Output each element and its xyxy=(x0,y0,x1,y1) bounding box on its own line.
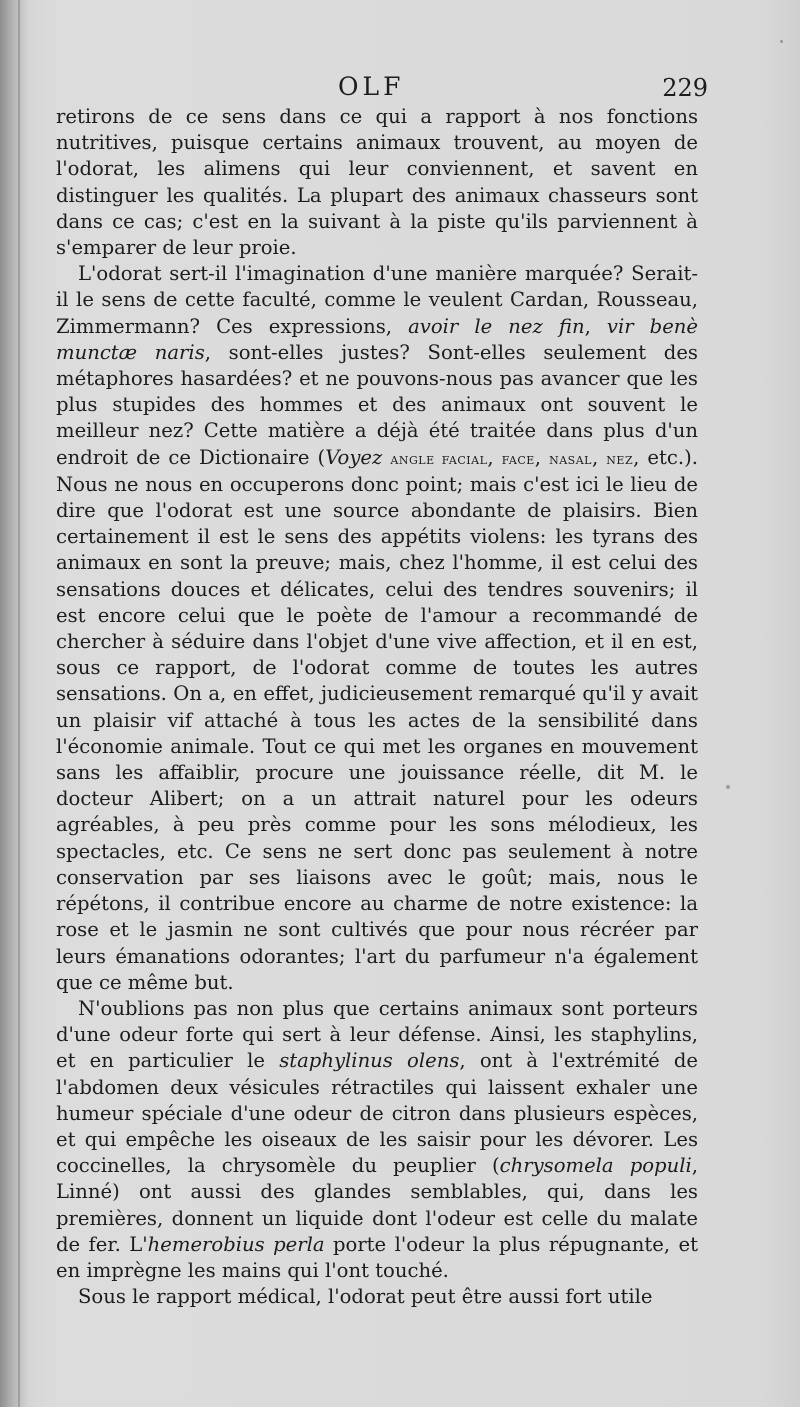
small-caps-text: face xyxy=(501,449,535,468)
small-caps-text: nez xyxy=(606,449,634,468)
text-run: , xyxy=(534,445,550,469)
binding-gutter xyxy=(18,0,20,1407)
text-run: retirons de ce sens dans ce qui a rapport à nos fonctions nutritives, puisque certains animaux trouvent, au moyen de l'odorat, les alimens qui leur conviennent, et savent en distinguer les qualités. La plupart des animaux chasseurs sont dans ce cas; c'est en la suivant à la piste qu'ils parviennent à s'emparer de leur proie. xyxy=(56,105,698,260)
ink-speck xyxy=(780,40,783,43)
text-run: , sont-elles justes? Sont-elles seulement des métaphores hasardées? et ne pouvons-nous pas avancer que les plus stupides des hommes et des animaux ont souvent le meilleur nez? Cette matière a déjà été traitée dans plus d'un endroit de ce Dictionaire ( xyxy=(56,340,698,469)
running-head xyxy=(0,72,800,106)
text-run: N'oublions pas non plus que certains animaux sont porteurs d'une odeur forte qui sert à leur défense. Ainsi, les staphylins, et en particulier le xyxy=(56,996,698,1073)
running-head-word: OLF xyxy=(338,72,405,101)
italic-text: staphylinus olens xyxy=(279,1049,460,1073)
small-caps-text: angle facial xyxy=(390,449,488,468)
paragraph xyxy=(56,261,698,996)
text-run: , etc.). Nous ne nous en occuperons donc point; mais c'est ici le lieu de dire que l'odorat est une source abondante de plaisirs. Bien certainement il est le sens des appétits violens: les tyrans des animaux en sont la preuve; mais, chez l'homme, il est celui des sensations douces et délicates, celui des tendres souvenirs; il est encore celui que le poète de l'amour a recommandé de chercher à séduire dans l'objet d'une vive affection, et il en est, sous ce rapport, de l'odorat comme de toutes les autres sensations. On a, en effet, judicieusement remarqué qu'il y avait un plaisir vif attaché à tous les actes de la sensibilité dans l'économie animale. Tout ce qui met les organes en mouvement sans les affaiblir, procure une jouissance réelle, dit M. le docteur Alibert; on a un attrait naturel pour les odeurs agréables, à peu près comme pour les sons mélodieux, les spectacles, etc. Ce sens ne sert donc pas seulement à notre conservation par ses liaisons avec le goût; mais, nous le répétons, il contribue encore au charme de notre existence: la rose et le jasmin ne sont cultivés que pour nous récréer par leurs émanations odorantes; l'art du parfumeur n'a également que ce même but. xyxy=(56,445,698,994)
text-run: L'odorat sert-il l'imagination d'une manière marquée? Serait-il le sens de cette faculté, comme le veulent Cardan, Rousseau, Zimmermann? Ces expressions, xyxy=(56,262,698,338)
text-run: Sous le rapport médical, l'odorat peut être aussi fort utile xyxy=(78,1285,653,1309)
text-run: porte l'odeur la plus répugnante, et en imprègne les mains qui l'ont touché. xyxy=(56,1232,698,1282)
body-text xyxy=(56,104,698,1310)
paragraph xyxy=(56,1284,698,1310)
italic-text: avoir le nez fin xyxy=(408,314,585,338)
italic-text: hemerobius perla xyxy=(147,1232,325,1256)
text-run: , xyxy=(487,445,502,469)
ink-speck xyxy=(726,785,730,789)
paragraph xyxy=(56,104,698,261)
page-number: 229 xyxy=(662,74,708,102)
text-run: , xyxy=(591,445,607,469)
text-run: , xyxy=(584,314,607,338)
italic-text: chrysomela populi xyxy=(499,1154,692,1178)
italic-text: Voyez xyxy=(325,445,383,469)
italic-text: vir benè munctæ naris xyxy=(56,314,698,364)
paragraph xyxy=(56,996,698,1284)
text-run: , ont à l'extrémité de l'abdomen deux vésicules rétractiles qui laissent exhaler une humeur spéciale d'une odeur de citron dans plusieurs espèces, et qui empêche les oiseaux de les saisir pour les dévorer. Les coccinelles, la chrysomèle du peuplier ( xyxy=(56,1049,699,1178)
text-run: , Linné) ont aussi des glandes semblables, qui, dans les premières, donnent un liquide dont l'odeur est celle du malate de fer. L' xyxy=(56,1154,698,1256)
small-caps-text: nasal xyxy=(549,449,592,468)
